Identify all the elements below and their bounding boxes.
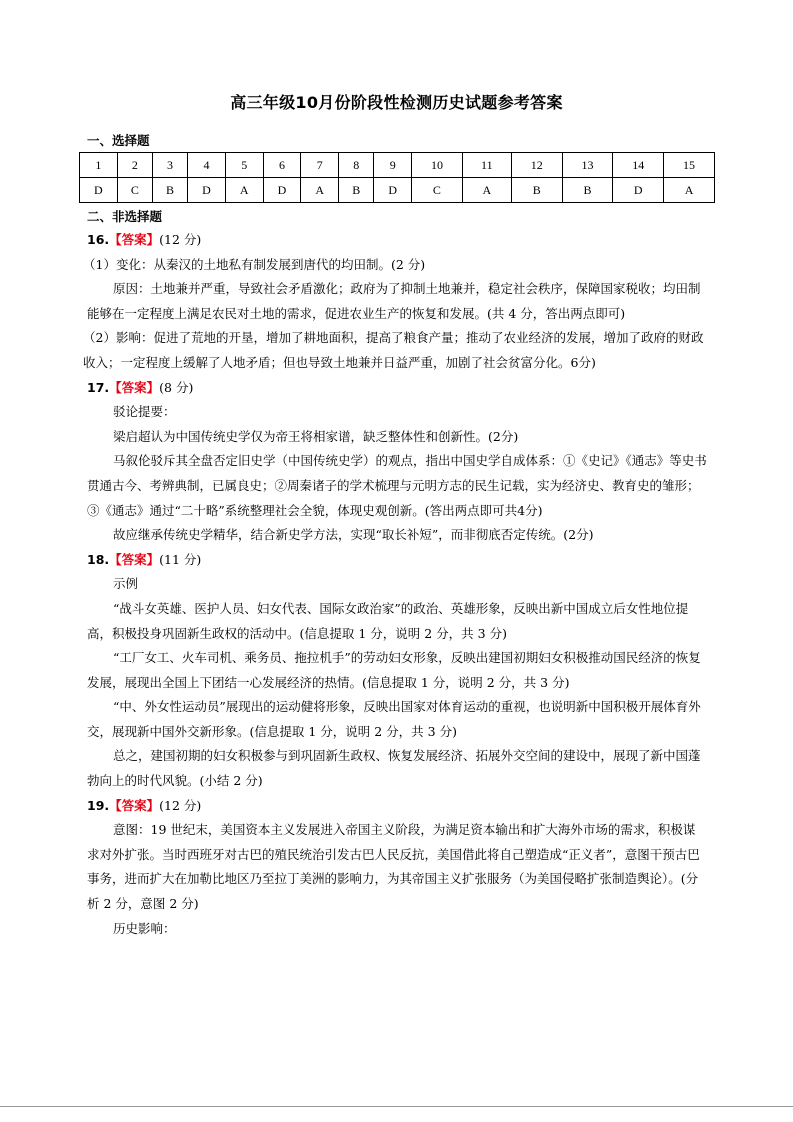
q17-heading [87,376,707,401]
question-number-cell: 4 [188,153,226,178]
question-number-cell: 5 [225,153,263,178]
q18-example-label: 示例 [113,576,139,592]
question-number-cell: 1 [80,153,118,178]
q17-number: 17. [87,379,110,395]
q16-number: 16. [87,232,110,247]
answer-body [83,228,707,941]
answer-cell: B [152,178,187,203]
question-number-cell: 6 [263,153,301,178]
q19-intent: 意图：19 世纪末，美国资本主义发展进入帝国主义阶段，为满足资本输出和扩大海外市场的需求，积极谋求对外扩张。当时西班牙对古巴的殖民统治引发古巴人民反抗，美国借此将自己塑造成“正义者”，意图干预古巴事务，进而扩大在加勒比地区乃至拉丁美洲的影响力，为其帝国主义扩张服务（为美国侵略扩张制造舆论）。(分析 2 分，意图 2 分) [87,822,700,912]
section-heading-nonchoice: 二、非选择题 [87,209,163,224]
q19-heading [87,794,707,819]
q19-points: (12 分) [159,797,202,813]
q19-number: 19. [87,797,110,813]
q18-points: (11 分) [159,551,202,567]
page-bottom-rule [0,1106,793,1107]
answer-cell: A [664,178,715,203]
question-number-cell: 9 [374,153,412,178]
question-number-cell: 12 [511,153,562,178]
q18-summary: 总之，建国初期的妇女积极参与到巩固新生政权、恢复发展经济、拓展外交空间的建设中，展现了新中国蓬勃向上的时代风貌。(小结 2 分) [87,748,701,789]
answer-row [80,178,715,203]
answer-cell: D [80,178,118,203]
answer-cell: D [263,178,301,203]
q18-tag: 【答案】 [109,551,160,567]
q18-para1: “战斗女英雄、医护人员、妇女代表、国际女政治家”的政治、英雄形象，反映出新中国成立后女性地位提高，积极投身巩固新生政权的活动中。(信息提取 1 分，说明 2 分，共 3 分) [87,600,689,641]
q19-impact-label: 历史影响： [113,920,176,936]
question-number-cell: 10 [412,153,463,178]
question-number-cell: 7 [301,153,339,178]
answer-table [79,152,715,203]
q19-tag: 【答案】 [109,797,160,813]
question-number-cell: 8 [339,153,374,178]
answer-cell: A [462,178,511,203]
q17-para3: 故应继承传统史学精华，结合新史学方法，实现“取长补短”，而非彻底否定传统。(2分) [113,527,594,543]
answer-cell: C [412,178,463,203]
question-number-cell: 15 [664,153,715,178]
q18-para3: “中、外女性运动员”展现出的运动健将形象，反映出国家对体育运动的重视，也说明新中国积极开展体育外交，展现新中国外交新形象。(信息提取 1 分，说明 2 分，共 3 分) [87,699,701,739]
q16-part2: （2）影响：促进了荒地的开垦，增加了耕地面积，提高了粮食产量；推动了农业经济的发展，增加了政府的财政收入；一定程度上缓解了人地矛盾；但也导致土地兼并日益严重，加剧了社会贫富分化。6分) [83,330,704,370]
question-number-row [80,153,715,178]
question-number-cell: 13 [562,153,613,178]
question-number-cell: 11 [462,153,511,178]
answer-cell: D [613,178,664,203]
page-title: 高三年级10月份阶段性检测历史试题参考答案 [230,93,563,112]
q17-para1: 梁启超认为中国传统史学仅为帝王将相家谱，缺乏整体性和创新性。(2分) [113,428,519,444]
answer-cell: D [188,178,226,203]
answer-cell: B [339,178,374,203]
q17-summary-label: 驳论提要： [113,404,176,420]
answer-cell: D [374,178,412,203]
q16-reason: 原因：土地兼并严重，导致社会矛盾激化；政府为了抑制土地兼并，稳定社会秩序，保障国家税收；均田制能够在一定程度上满足农民对土地的需求，促进农业生产的恢复和发展。(共 4 分，答出两点即可) [87,281,701,321]
q17-points: (8 分) [159,379,194,395]
answer-cell: A [301,178,339,203]
question-number-cell: 2 [117,153,152,178]
section-heading-choice: 一、选择题 [87,133,150,148]
q16-points: (12 分) [159,232,202,247]
q16-heading [87,228,707,253]
answer-cell: B [511,178,562,203]
q17-para2: 马叙伦驳斥其全盘否定旧史学（中国传统史学）的观点，指出中国史学自成体系：①《史记》《通志》等史书贯通古今、考辨典制，已属良史；②周秦诸子的学术梳理与元明方志的民生记载，实为经济史、教育史的雏形；③《通志》通过“二十略”系统整理社会全貌，体现史观创新。(答出两点即可共4分) [87,453,707,518]
question-number-cell: 3 [152,153,187,178]
q16-tag: 【答案】 [109,232,160,247]
q18-heading [87,548,707,573]
q16-part1: （1）变化：从秦汉的土地私有制发展到唐代的均田制。(2 分) [83,256,426,272]
answer-cell: C [117,178,152,203]
answer-cell: B [562,178,613,203]
q18-number: 18. [87,551,110,567]
q17-tag: 【答案】 [109,379,160,395]
question-number-cell: 14 [613,153,664,178]
answer-cell: A [225,178,263,203]
q18-para2: “工厂女工、火车司机、乘务员、拖拉机手”的劳动妇女形象，反映出建国初期妇女积极推动国民经济的恢复发展，展现出全国上下团结一心发展经济的热情。(信息提取 1 分，说明 2 分，共 3 分) [87,650,701,690]
